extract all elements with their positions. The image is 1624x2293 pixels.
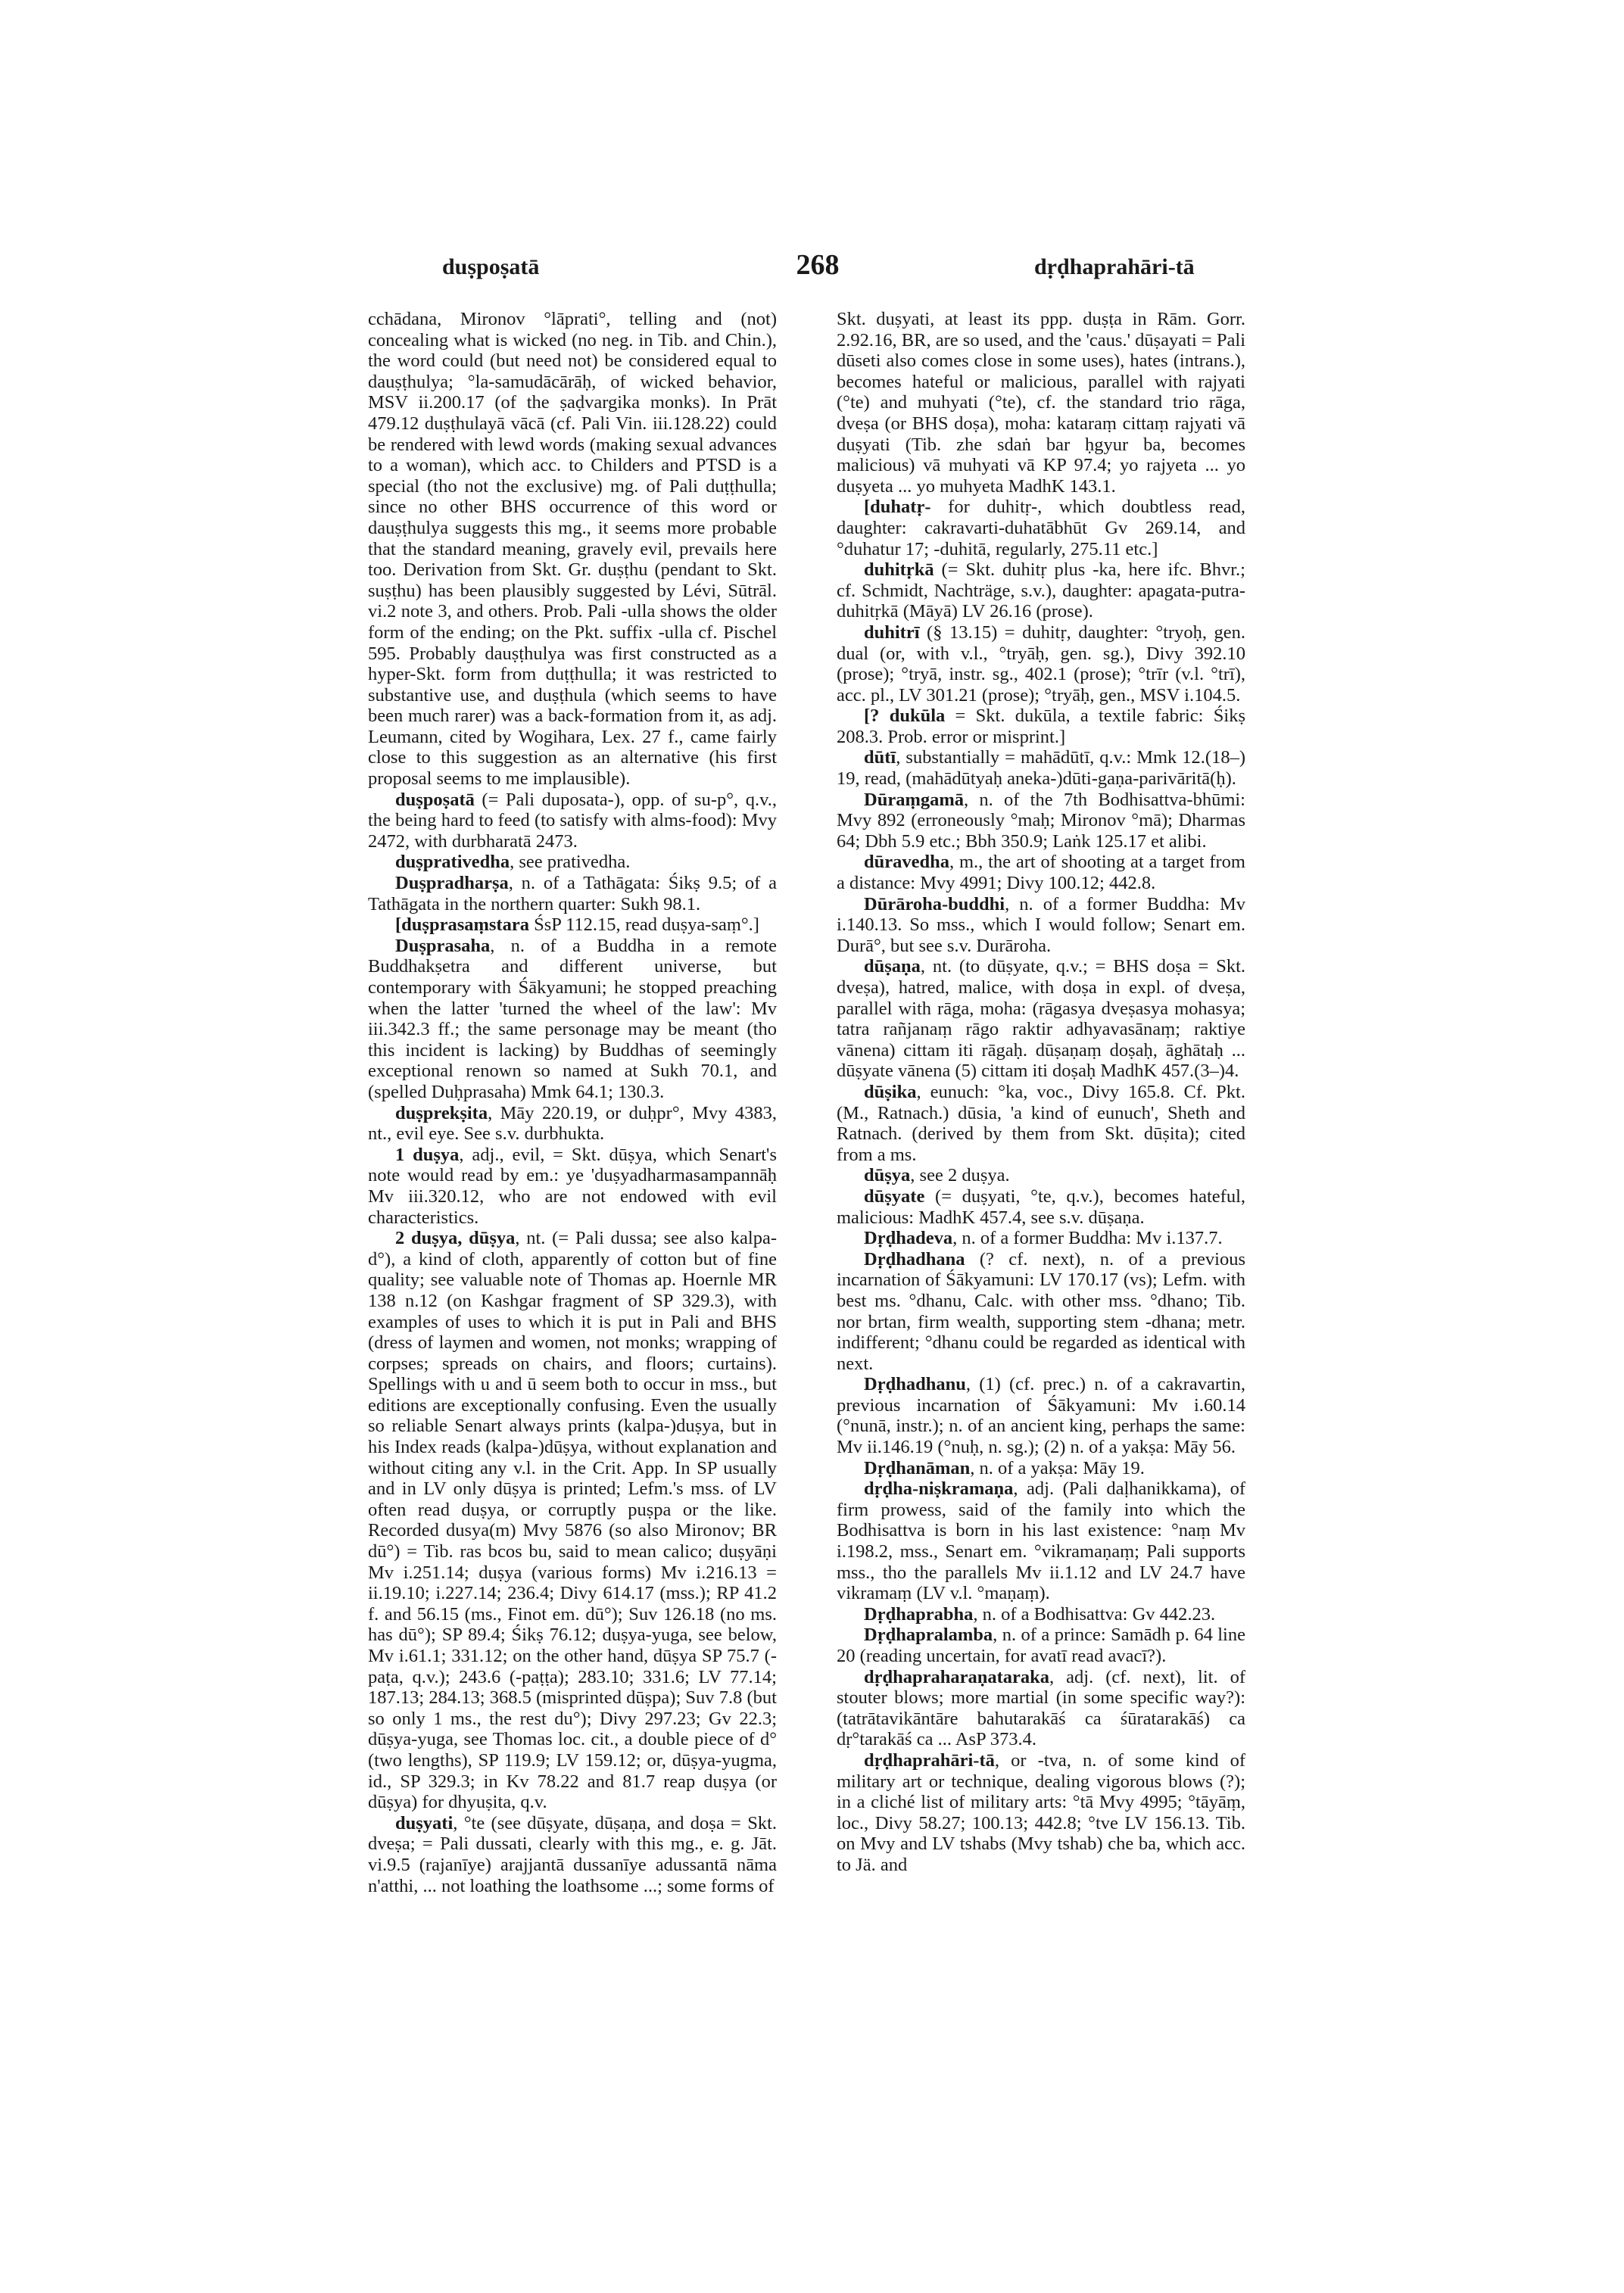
dictionary-entry xyxy=(837,1228,1245,1249)
entry-text: (= Pali duposata-), opp. of su-p°, q.v., the being hard to feed (to satisfy with alms-food): Mvy 2472, with durbharatā 2473. xyxy=(368,789,777,852)
entry-text: , see 2 duṣya. xyxy=(910,1165,1010,1186)
entry-headword: Dṛḍhaprabha xyxy=(864,1603,974,1625)
dictionary-entry xyxy=(837,1667,1245,1750)
entry-text: , n. of a yakṣa: Māy 19. xyxy=(970,1457,1145,1478)
entry-text: , or -tva, n. of some kind of military art or technique, dealing vigorous blows (?); in a cliché list of military arts: °tā Mvy 4995; °tāyāṃ, loc., Divy 58.27; 100.13; 442.8; °tve LV 156.13. Tib. on Mvy and LV tshabs (Mvy tshab) che ba, which acc. to Jä. and xyxy=(837,1749,1245,1875)
entry-text: , m., the art of shooting at a target from a distance: Mvy 4991; Divy 100.12; 442.8. xyxy=(837,852,1245,894)
dictionary-entry xyxy=(837,706,1245,747)
entry-text: , see prativedha. xyxy=(510,852,631,873)
dictionary-entry xyxy=(837,956,1245,1082)
dictionary-entry xyxy=(837,1604,1245,1625)
entry-text: (§ 13.15) = duhitṛ, daughter: °tryoḥ, gen. dual (or, with v.l., °tryāḥ, gen. sg.), Divy 392.10 (prose); °tryā, instr. sg., 402.1 (prose); °trīr (v.l. °trī), acc. pl., LV 301.21 (prose); °tryāḥ, gen., MSV i.104.5. xyxy=(837,622,1245,706)
running-head-right: dṛḍhaprahāri-tā xyxy=(1034,254,1195,279)
entry-text: , Māy 220.19, or duḥpr°, Mvy 4383, nt., evil eye. See s.v. durbhukta. xyxy=(368,1102,777,1145)
dictionary-entry xyxy=(368,1813,777,1896)
entry-headword: Duṣprasaha xyxy=(395,935,491,956)
entry-headword: dūṣaṇa xyxy=(864,956,921,977)
entry-text: ŚsP 112.15, read duṣya-saṃ°.] xyxy=(528,914,759,936)
dictionary-entry xyxy=(837,1374,1245,1457)
dictionary-entry xyxy=(837,622,1245,706)
entry-headword: Dṛḍhanāman xyxy=(864,1457,971,1478)
entry-text: , eunuch: °ka, voc., Divy 165.8. Cf. Pkt. (M., Ratnach.) dūsia, 'a kind of eunuch', Sheth and Ratnach. (derived by them from Skt. dūṣita); cited from a ms. xyxy=(837,1081,1245,1165)
dictionary-entry xyxy=(837,1249,1245,1375)
entry-text: , n. of a Tathāgata: Śikṣ 9.5; of a Tathāgata in the northern quarter: Sukh 98.1. xyxy=(368,873,777,914)
entry-headword: duṣprekṣita xyxy=(395,1102,488,1123)
entry-headword: dṛḍhapraharaṇataraka xyxy=(864,1666,1050,1687)
entry-headword: duṣprativedha xyxy=(395,852,510,873)
dictionary-entry xyxy=(837,894,1245,957)
entry-headword: Dṛḍhapralamba xyxy=(864,1625,993,1646)
entry-text: , (1) (cf. prec.) n. of a cakravartin, previous incarnation of Śākyamuni: Mv i.60.14 (°nunā, instr.); n. of an ancient king, perhaps the same: Mv ii.146.19 (°nuḥ, n. sg.); (2) n. of a yakṣa: Māy 56. xyxy=(837,1374,1245,1458)
dictionary-entry xyxy=(368,936,777,1103)
entry-text: for duhitṛ-, which doubtless read, daughter: cakravarti-duhatābhūt Gv 269.14, and °duhatur 17; -duhitā, regularly, 275.11 etc.] xyxy=(837,497,1245,559)
entry-headword: duṣyati xyxy=(395,1812,454,1833)
dictionary-entry xyxy=(837,747,1245,789)
dictionary-entry xyxy=(837,1458,1245,1479)
dictionary-entry xyxy=(368,309,777,790)
dictionary-entry xyxy=(837,852,1245,893)
entry-text: , n. of a prince: Samādh p. 64 line 20 (reading uncertain, for avatī read avacī?). xyxy=(837,1625,1245,1666)
entry-headword: Dṛḍhadhana xyxy=(864,1248,965,1270)
entry-headword: dṛḍha-niṣkramaṇa xyxy=(864,1478,1014,1500)
entry-text: , n. of a Bodhisattva: Gv 442.23. xyxy=(973,1603,1216,1625)
dictionary-entry xyxy=(368,873,777,914)
entry-headword: 1 duṣya xyxy=(395,1144,460,1165)
entry-text: , adj. (cf. next), lit. of stouter blows; more martial (in some specific way?): (tatrātavikāntāre bahutarakāś ca śūratarakāś) ca dṛ°tarakāś ca ... AsP 373.4. xyxy=(837,1666,1245,1750)
entry-headword: [duhatṛ- xyxy=(864,497,931,518)
dictionary-entry xyxy=(368,1145,777,1228)
dictionary-entry xyxy=(368,1228,777,1813)
entry-text: , nt. (= Pali dussa; see also kalpa-d°), a kind of cloth, apparently of cotton but of fine quality; see valuable note of Thomas ap. Hoernle MR 138 n.12 (on Kashgar fragment of SP 329.3), with examples of uses to which it is put in Pali and BHS (dress of laymen and women, not monks; wrapping of corpses; spreads on chairs, and floors; curtains). Spellings with u and ū seem both to occur in mss., but editions are exceptionally confusing. Even the usually so reliable Senart always prints (kalpa-)duṣya, but in his Index reads (kalpa-)dūṣya, without explanation and without citing any v.l. in the Crit. App. In SP usually and in LV only dūṣya is printed; Lefm.'s mss. of LV often read duṣya, or corruptly puṣpa or the like. Recorded dusya(m) Mvy 5876 (so also Mironov; BR dū°) = Tib. ras bcos bu, said to mean calico; duṣyāṇi Mv i.251.14; duṣya (various forms) Mv i.216.13 = ii.19.10; i.227.14; 236.4; Divy 614.17 (mss.); RP 41.2 f. and 56.15 (ms., Finot em. dū°); Suv 126.18 (no ms. has dū°); SP 89.4; Śikṣ 76.12; duṣya-yuga, see below, Mv i.61.1; 331.12; on the other hand, dūṣya SP 75.7 (-paṭa, q.v.); 243.6 (-paṭṭa); 283.10; 331.6; LV 77.14; 187.13; 284.13; 368.5 (misprinted dūṣpa); Suv 7.8 (but so only 1 ms., the rest du°); Divy 297.23; Gv 22.3; dūṣya-yuga, see Thomas loc. cit., a double piece of d° (two lengths), SP 119.9; LV 159.12; or, dūṣya-yugma, id., SP 329.3; in Kv 78.22 and 81.7 reap duṣya (or dūṣya) for dhyuṣita, q.v. xyxy=(368,1228,778,1813)
dictionary-entry xyxy=(837,1082,1245,1165)
entry-headword: dūtī xyxy=(864,747,896,768)
running-head-left: duṣpoṣatā xyxy=(442,254,540,279)
page-number: 268 xyxy=(796,249,840,281)
left-column xyxy=(368,309,777,1896)
entry-headword: Dūrāroha-buddhi xyxy=(864,893,1005,914)
entry-text: , substantially = mahādūtī, q.v.: Mmk 12.(18–) 19, read, (mahādūtyaḥ aneka-)dūti-gaṇa-parivāritā(ḥ). xyxy=(837,747,1245,790)
dictionary-entry xyxy=(837,559,1245,622)
dictionary-entry xyxy=(837,1478,1245,1604)
entry-headword: Dūraṃgamā xyxy=(864,789,965,810)
entry-text: , °te (see dūṣyate, dūṣaṇa, and doṣa = Skt. dveṣa; = Pali dussati, clearly with this mg., e. g. Jāt. vi.9.5 (rajanīye) arajjantā dussanīye adussantā nāma n'atthi, ... not loathing the loathsome ...; some forms of xyxy=(368,1812,777,1896)
entry-text: = Skt. dukūla, a textile fabric: Śikṣ 208.3. Prob. error or misprint.] xyxy=(837,706,1245,747)
dictionary-entry xyxy=(368,852,777,873)
entry-headword: Dṛḍhadhanu xyxy=(864,1374,966,1395)
dictionary-entry xyxy=(368,1103,777,1145)
entry-headword: 2 duṣya, dūṣya xyxy=(395,1228,516,1249)
entry-headword: Dṛḍhadeva xyxy=(864,1228,953,1249)
dictionary-entry xyxy=(837,1186,1245,1228)
dictionary-entry xyxy=(368,914,777,936)
entry-text: (= Skt. duhitṛ plus -ka, here ifc. Bhvr.; cf. Schmidt, Nachträge, s.v.), daughter: apagata-putra-duhitṛkā (Māyā) LV 26.16 (prose). xyxy=(837,559,1245,622)
entry-headword: dūravedha xyxy=(864,852,950,873)
dictionary-entry xyxy=(837,1750,1245,1876)
entry-text: , n. of the 7th Bodhisattva-bhūmi: Mvy 892 (erroneously °maḥ; Mironov °mā); Dharmas 64; Dbh 5.9 etc.; Bbh 350.9; Laṅk 125.17 et alibi. xyxy=(837,789,1245,852)
entry-text: (= duṣyati, °te, q.v.), becomes hateful, malicious: MadhK 457.4, see s.v. dūṣaṇa. xyxy=(837,1185,1245,1228)
dictionary-entry xyxy=(837,497,1245,559)
entry-headword: [duṣprasaṃstara xyxy=(395,914,529,936)
entry-text: , adj., evil, = Skt. dūṣya, which Senart's note would read by em.: ye 'duṣyadharmasampannāḥ Mv iii.320.12, who are not endowed with evil characteristics. xyxy=(368,1144,777,1228)
dictionary-entry xyxy=(368,790,777,852)
entry-text: , n. of a former Buddha: Mv i.137.7. xyxy=(952,1228,1223,1249)
entry-headword: Duṣpradharṣa xyxy=(395,873,509,894)
entry-text: (? cf. next), n. of a previous incarnation of Śākyamuni: LV 170.17 (vs); Lefm. with best ms. °dhanu, Calc. with other mss. °dhano; Tib. nor brtan, firm wealth, supporting stem -dhana; metr. indifferent; °dhanu could be regarded as identical with next. xyxy=(837,1248,1245,1374)
entry-text: , n. of a former Buddha: Mv i.140.13. So mss., which I would follow; Senart em. Durā°, but see s.v. Durāroha. xyxy=(837,893,1245,956)
entry-text: Skt. duṣyati, at least its ppp. duṣṭa in Rām. Gorr. 2.92.16, BR, are so used, and the 'caus.' dūṣayati = Pali dūseti also comes close in some uses), hates (intrans.), becomes hateful or malicious, parallel with rajyati (°te) and muhyati (°te), cf. the standard trio rāga, dveṣa (or BHS doṣa), moha: kataraṃ cittaṃ rajyati vā duṣyati (Tib. zhe sdaṅ bar ḥgyur ba, becomes malicious) vā muhyati vā KP 97.4; yo rajyeta ... yo duṣyeta ... yo muhyeta MadhK 143.1. xyxy=(837,309,1245,497)
dictionary-entry xyxy=(837,790,1245,852)
entry-text: , nt. (to dūṣyate, q.v.; = BHS doṣa = Skt. dveṣa), hatred, malice, with doṣa in expl. of dveṣa, parallel with rāga, moha: (rāgasya dveṣasya mohasya; tatra rañjanaṃ rāgo raktir adhyavasānaṃ; raktiye vānena) cittam iti rāgaḥ. dūṣaṇaṃ doṣaḥ, āghātaḥ ... dūṣyate vānena (5) cittam iti doṣaḥ MadhK 457.(3–)4. xyxy=(837,956,1245,1082)
right-column xyxy=(837,309,1245,1876)
dictionary-entry xyxy=(837,309,1245,497)
entry-text: cchādana, Mironov °lāprati°, telling and (not) concealing what is wicked (no neg. in Tib. and Chin.), the word could (but need not) be considered equal to dauṣṭhulya; °la-samudācārāḥ, of wicked behavior, MSV ii.200.17 (of the ṣaḍvargika monks). In Prāt 479.12 duṣṭhulayā vācā (cf. Pali Vin. iii.128.22) could be rendered with lewd words (making sexual advances to a woman), which acc. to Childers and PTSD is a special (tho not the exclusive) mg. of Pali duṭṭhulla; since no other BHS occurrence of this word or dauṣṭhulya suggests this mg., it seems more probable that the standard meaning, gravely evil, prevails here too. Derivation from Skt. Gr. duṣṭhu (pendant to Skt. suṣṭhu) has been plausibly suggested by Lévi, Sūtrāl. vi.2 note 3, and others. Prob. Pali -ulla shows the older form of the ending; on the Pkt. suffix -ulla cf. Pischel 595. Probably dauṣṭhulya was first constructed as a hyper-Skt. form from duṭṭhulla; it was restricted to substantive use, and duṣṭhula (which seems to have been much rarer) was a back-formation from it, as adj. Leumann, cited by Wogihara, Lex. 27 f., came fairly close to this suggestion as an alternative (his first proposal seems to me implausible). xyxy=(368,309,777,790)
entry-text: , adj. (Pali daḷhanikkama), of firm prowess, said of the family into which the Bodhisattva is born in his last existence: °naṃ Mv i.198.2, mss., Senart em. °vikramaṇaṃ; Pali supports mss., tho the parallels Mv ii.1.12 and LV 24.7 have vikramaṃ (LV v.l. °maṇaṃ). xyxy=(837,1478,1245,1604)
entry-headword: dūṣika xyxy=(864,1081,917,1102)
entry-headword: duṣpoṣatā xyxy=(395,789,475,810)
entry-headword: dūṣya xyxy=(864,1165,911,1186)
dictionary-entry xyxy=(837,1165,1245,1186)
dictionary-entry xyxy=(837,1625,1245,1666)
entry-headword: dṛḍhaprahāri-tā xyxy=(864,1749,995,1771)
entry-headword: duhitṛkā xyxy=(864,559,934,581)
entry-headword: duhitrī xyxy=(864,622,920,643)
entry-headword: dūṣyate xyxy=(864,1185,925,1207)
entry-headword: [? dukūla xyxy=(864,706,946,727)
entry-text: , n. of a Buddha in a remote Buddhakṣetra and different universe, but contemporary with Śākyamuni; he stopped preaching when the latter 'turned the wheel of the law': Mv iii.342.3 ff.; the same personage may be meant (tho this incident is lacking) by Buddhas of seemingly exceptional renown so named at Sukh 70.1, and (spelled Duḥprasaha) Mmk 64.1; 130.3. xyxy=(368,935,777,1102)
